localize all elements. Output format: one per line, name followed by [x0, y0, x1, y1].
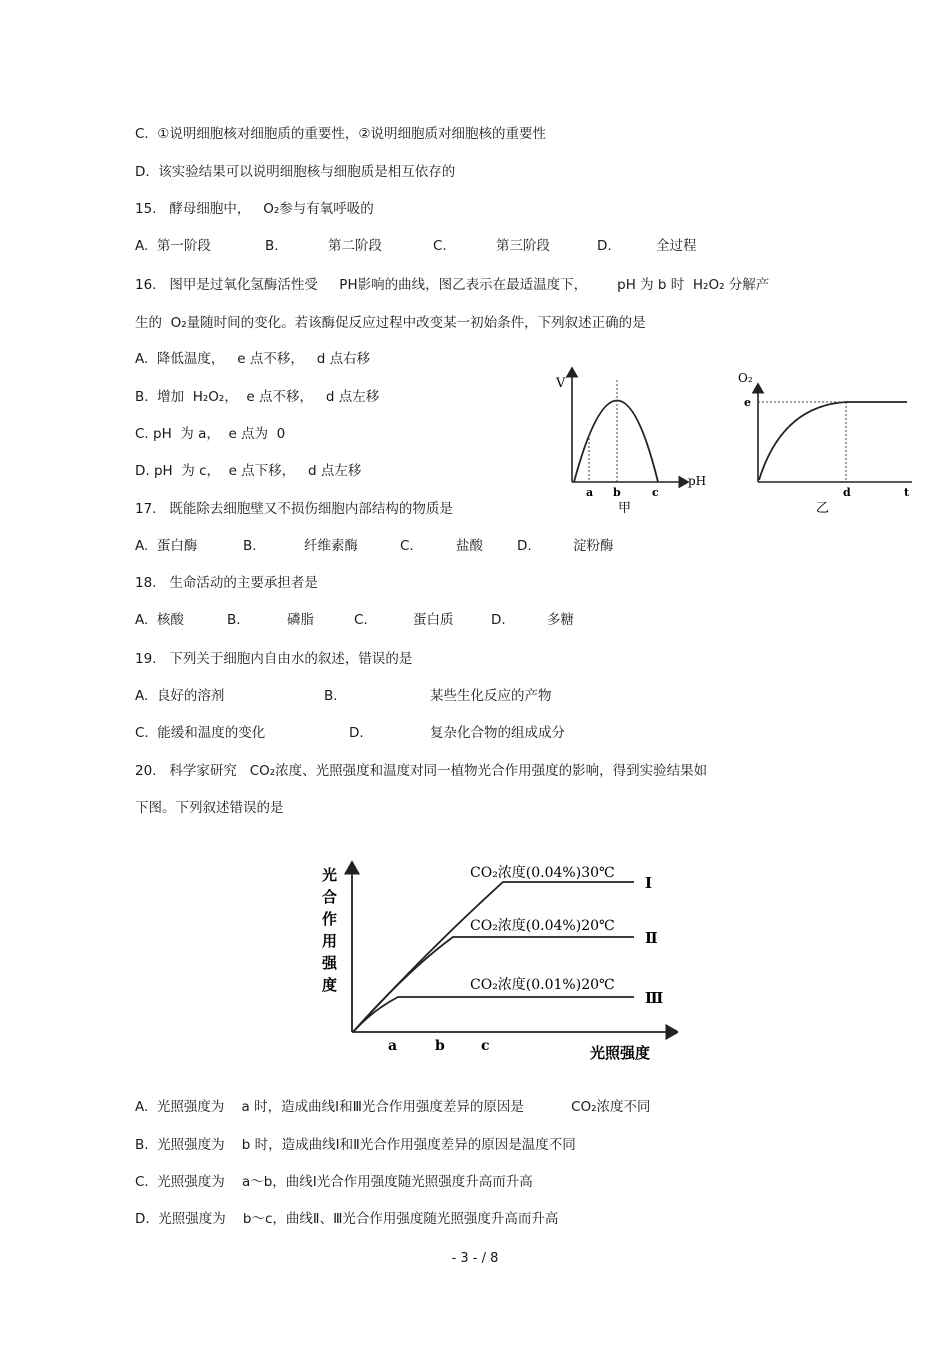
question-17: 17. 既能除去细胞壁又不损伤细胞内部结构的物质是 — [135, 501, 453, 517]
q17-option-b-letter: B. — [243, 538, 257, 554]
co2-y-char-2: 合 — [322, 888, 338, 906]
question-19: 19. 下列关于细胞内自由水的叙述，错误的是 — [135, 651, 413, 667]
jia-caption: 甲 — [618, 501, 632, 516]
question-18: 18. 生命活动的主要承担者是 — [135, 575, 318, 591]
jia-activity-curve — [574, 401, 658, 483]
q16-option-a: A. 降低温度， e 点不移， d 点右移 — [135, 351, 371, 367]
roman-iii: Ⅲ — [645, 989, 664, 1007]
co2-y-char-5: 强 — [322, 954, 338, 972]
co2-y-char-3: 作 — [322, 910, 338, 928]
figure-jia — [552, 362, 717, 522]
q18-option-b-letter: B. — [227, 612, 241, 628]
figure-co2-photosynthesis — [318, 850, 678, 1065]
jia-y-label: V — [556, 376, 566, 391]
jia-x-label: pH — [688, 474, 707, 488]
curve-ii-label: CO₂浓度(0.04%)20℃ — [470, 918, 615, 934]
q17-option-c: 盐酸 — [456, 538, 483, 554]
yi-caption: 乙 — [816, 501, 830, 516]
yi-e-label: e — [744, 396, 751, 409]
q15-option-b: 第二阶段 — [328, 238, 382, 254]
q17-option-a: A. 蛋白酶 — [135, 538, 198, 554]
jia-tick-a: a — [586, 486, 594, 499]
q19-option-b: 某些生化反应的产物 — [430, 688, 552, 704]
q19-option-a: A. 良好的溶剂 — [135, 688, 225, 704]
q19-option-d: 复杂化合物的组成成分 — [430, 725, 565, 741]
jia-tick-b: b — [613, 486, 621, 499]
co2-y-char-6: 度 — [322, 976, 338, 994]
question-20-line1: 20. 科学家研究 CO₂浓度、光照强度和温度对同一植物光合作用强度的影响，得到实验结果如 — [135, 763, 708, 779]
q17-option-b: 纤维素酶 — [304, 538, 358, 554]
co2-y-label — [321, 866, 338, 994]
curve-iii — [353, 997, 634, 1032]
question-16-line1: 16. 图甲是过氧化氢酶活性受 PH影响的曲线，图乙表示在最适温度下， pH 为 b 时 H₂O₂ 分解产 — [135, 277, 770, 293]
roman-i: Ⅰ — [645, 874, 653, 892]
q18-option-d: 多糖 — [547, 612, 574, 628]
co2-tick-c: c — [481, 1038, 490, 1054]
q15-option-d: 全过程 — [656, 238, 697, 254]
co2-y-char-4: 用 — [322, 932, 338, 950]
q16-option-b: B. 增加 H₂O₂， e 点不移， d 点左移 — [135, 389, 380, 405]
q19-option-c: C. 能缓和温度的变化 — [135, 725, 266, 741]
question-15: 15. 酵母细胞中， O₂参与有氧呼吸的 — [135, 201, 374, 217]
q16-option-c: C. pH 为 a， e 点为 0 — [135, 426, 286, 442]
yi-o2-curve — [759, 402, 846, 480]
yi-x-label: t — [904, 486, 910, 499]
q15-option-c-letter: C. — [433, 238, 447, 254]
co2-y-char-1: 光 — [322, 866, 338, 884]
roman-ii: Ⅱ — [645, 929, 658, 947]
question-16-line2: 生的 O₂量随时间的变化。若该酶促反应过程中改变某一初始条件，下列叙述正确的是 — [135, 315, 646, 331]
curve-i — [353, 882, 634, 1032]
q19-option-b-letter: B. — [324, 688, 338, 704]
q20-option-b: B. 光照强度为 b 时，造成曲线Ⅰ和Ⅱ光合作用强度差异的原因是温度不同 — [135, 1137, 576, 1153]
q18-option-c-letter: C. — [354, 612, 368, 628]
q17-option-c-letter: C. — [400, 538, 414, 554]
q18-option-a: A. 核酸 — [135, 612, 184, 628]
q18-option-d-letter: D. — [491, 612, 506, 628]
q19-option-d-letter: D. — [349, 725, 364, 741]
figure-yi — [732, 362, 917, 522]
q18-option-c: 蛋白质 — [413, 612, 454, 628]
page-number: - 3 - / 8 — [451, 1251, 499, 1266]
q20-option-d: D. 光照强度为 b～c，曲线Ⅱ、Ⅲ光合作用强度随光照强度升高而升高 — [135, 1211, 559, 1227]
q15-option-b-letter: B. — [265, 238, 279, 254]
option-c-q14: C. ①说明细胞核对细胞质的重要性，②说明细胞质对细胞核的重要性 — [135, 126, 547, 142]
question-20-line2: 下图。下列叙述错误的是 — [135, 800, 284, 816]
q18-option-b: 磷脂 — [287, 612, 314, 628]
yi-d-label: d — [843, 486, 851, 499]
q16-option-d: D. pH 为 c， e 点下移， d 点左移 — [135, 463, 362, 479]
option-d-q14: D. 该实验结果可以说明细胞核与细胞质是相互依存的 — [135, 164, 456, 180]
q15-option-d-letter: D. — [597, 238, 612, 254]
q20-option-c: C. 光照强度为 a～b，曲线Ⅰ光合作用强度随光照强度升高而升高 — [135, 1174, 533, 1190]
co2-x-label: 光照强度 — [590, 1044, 651, 1062]
q15-option-c: 第三阶段 — [496, 238, 550, 254]
q17-option-d: 淀粉酶 — [573, 538, 614, 554]
curve-iii-label: CO₂浓度(0.01%)20℃ — [470, 977, 615, 993]
co2-tick-a: a — [388, 1038, 398, 1054]
curve-i-label: CO₂浓度(0.04%)30℃ — [470, 865, 615, 881]
q17-option-d-letter: D. — [517, 538, 532, 554]
yi-y-label: O₂ — [738, 371, 753, 385]
jia-tick-c: c — [652, 486, 659, 499]
q20-option-a: A. 光照强度为 a 时，造成曲线Ⅰ和Ⅲ光合作用强度差异的原因是 CO₂浓度不同 — [135, 1099, 651, 1115]
co2-tick-b: b — [435, 1038, 445, 1054]
q15-option-a: A. 第一阶段 — [135, 238, 211, 254]
